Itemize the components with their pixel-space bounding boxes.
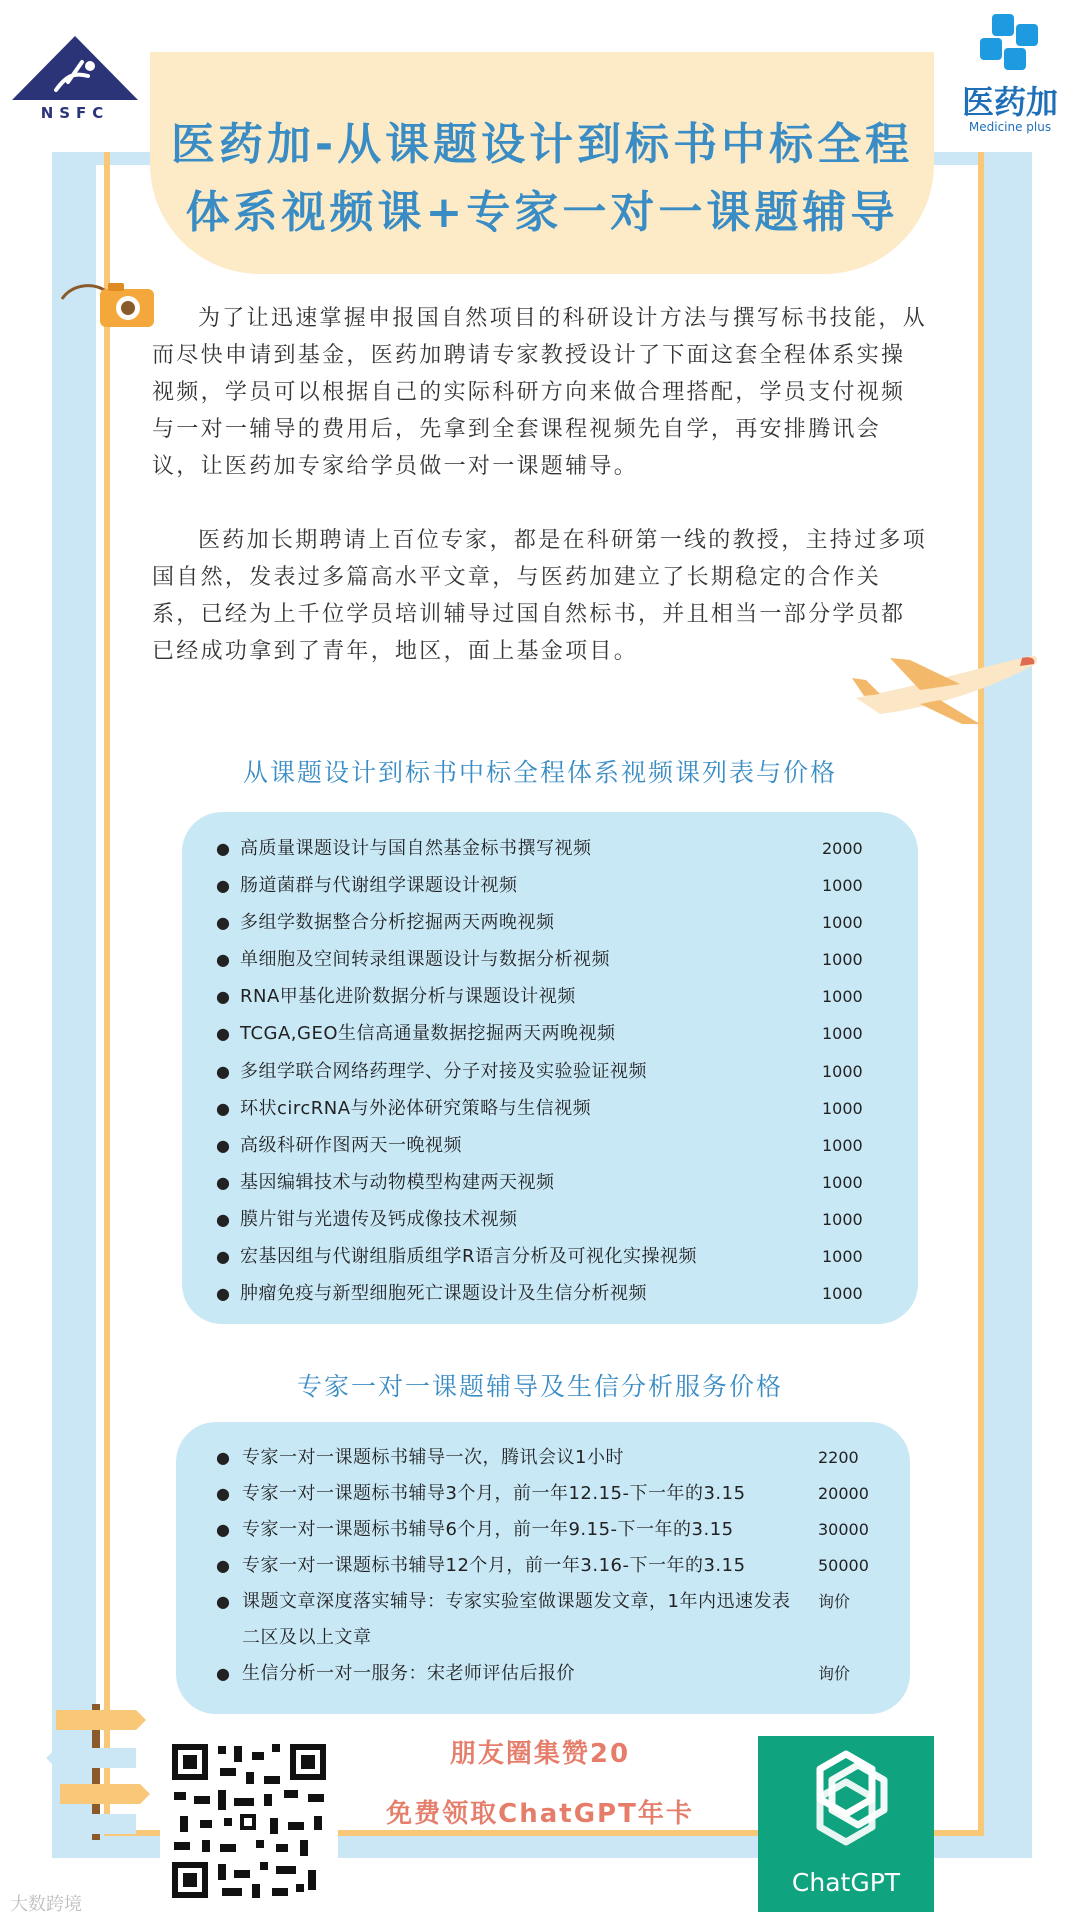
list-item <box>212 1476 888 1512</box>
service-price: 20000 <box>818 1484 869 1503</box>
medical-cross-icon <box>950 10 1070 80</box>
airplane-icon <box>850 648 1040 726</box>
list-item <box>212 1164 882 1201</box>
promo-line-1: 朋友圈集赞20 <box>449 1739 631 1769</box>
service-price: 询价 <box>818 1592 851 1611</box>
list-item <box>212 1127 882 1164</box>
bullet-icon: ● <box>216 1556 230 1575</box>
service-price: 2200 <box>818 1448 859 1467</box>
course-price: 1000 <box>822 876 863 896</box>
service-label: 专家一对一课题标书辅导6个月，前一年9.15-下一年的3.15 <box>242 1519 734 1540</box>
service-label: 生信分析一对一服务：宋老师评估后报价 <box>242 1663 575 1684</box>
course-price: 2000 <box>822 839 863 858</box>
service-label: 专家一对一课题标书辅导12个月，前一年3.16-下一年的3.15 <box>242 1555 746 1576</box>
list-item <box>212 1440 888 1476</box>
bullet-icon: ● <box>216 1172 230 1192</box>
bullet-icon: ● <box>216 1284 230 1304</box>
intro-paragraph-2: 医药加长期聘请上百位专家，都是在科研第一线的教授，主持过多项国自然，发表过多篇高水平文章，与医药加建立了长期稳定的合作关系，已经为上千位学员培训辅导过国自然标书，并且相当一部分学员都已经成功拿到了青年，地区，面上基金项目。 <box>152 528 928 664</box>
course-label: 肿瘤免疫与新型细胞死亡课题设计及生信分析视频 <box>240 1283 647 1305</box>
course-label: 宏基因组与代谢组脂质组学R语言分析及可视化实操视频 <box>240 1246 698 1268</box>
bullet-icon: ● <box>216 876 230 896</box>
bullet-icon: ● <box>216 950 230 970</box>
bullet-icon: ● <box>216 1448 230 1467</box>
bullet-icon: ● <box>216 913 230 933</box>
course-label: 高质量课题设计与国自然基金标书撰写视频 <box>240 838 592 859</box>
list-item <box>212 978 882 1015</box>
course-price: 1000 <box>822 913 863 933</box>
courses-heading: 从课题设计到标书中标全程体系视频课列表与价格 <box>242 758 837 787</box>
course-price: 1000 <box>822 1135 863 1155</box>
course-label: 高级科研作图两天一晚视频 <box>240 1134 462 1156</box>
page-title-line-1: 医药加-从课题设计到标书中标全程 <box>170 119 914 170</box>
list-item <box>212 1584 888 1656</box>
bullet-icon: ● <box>216 1024 230 1044</box>
list-item <box>212 1238 882 1275</box>
list-item <box>212 1275 882 1312</box>
service-price: 30000 <box>818 1520 869 1539</box>
bullet-icon: ● <box>216 987 230 1007</box>
course-label: 肠道菌群与代谢组学课题设计视频 <box>240 875 518 897</box>
camera-icon <box>58 275 158 333</box>
list-item <box>212 1656 888 1692</box>
services-heading: 专家一对一课题辅导及生信分析服务价格 <box>296 1372 783 1401</box>
bullet-icon: ● <box>216 1664 230 1683</box>
bullet-icon: ● <box>216 1061 230 1081</box>
bullet-icon: ● <box>216 839 230 858</box>
course-label: TCGA,GEO生信高通量数据挖掘两天两晚视频 <box>240 1023 616 1045</box>
course-label: 基因编辑技术与动物模型构建两天视频 <box>240 1171 555 1193</box>
bullet-icon: ● <box>216 1520 230 1539</box>
list-item <box>212 1015 882 1052</box>
list-item <box>212 830 882 867</box>
chatgpt-label: ChatGPT <box>791 1868 901 1897</box>
list-item <box>212 1201 882 1238</box>
qr-code-icon <box>160 1732 338 1910</box>
bullet-icon: ● <box>216 1209 230 1229</box>
service-label: 课题文章深度落实辅导：专家实验室做课题发文章，1年内迅速发表二区及以上文章 <box>242 1591 791 1648</box>
course-price: 1000 <box>822 1284 863 1304</box>
service-price: 50000 <box>818 1556 869 1575</box>
intro-paragraph-1: 为了让迅速掌握申报国自然项目的科研设计方法与撰写标书技能，从而尽快申请到基金，医药加聘请专家教授设计了下面这套全程体系实操视频，学员可以根据自己的实际科研方向来做合理搭配，学员支付视频与一对一辅导的费用后，先拿到全套课程视频先自学，再安排腾讯会议，让医药加专家给学员做一对一课题辅导。 <box>152 306 928 479</box>
course-price: 1000 <box>822 1061 863 1081</box>
course-price: 1000 <box>822 1024 863 1044</box>
list-item <box>212 1512 888 1548</box>
course-price: 1000 <box>822 1098 863 1118</box>
openai-knot-icon <box>792 1744 900 1852</box>
course-label: 多组学联合网络药理学、分子对接及实验验证视频 <box>240 1060 647 1082</box>
medicine-plus-sub: Medicine plus <box>968 120 1052 134</box>
course-price: 1000 <box>822 950 863 970</box>
course-label: 单细胞及空间转录组课题设计与数据分析视频 <box>240 949 610 971</box>
list-item <box>212 1053 882 1090</box>
service-label: 专家一对一课题标书辅导一次，腾讯会议1小时 <box>242 1447 624 1468</box>
course-price: 1000 <box>822 1172 863 1192</box>
list-item <box>212 1090 882 1127</box>
bullet-icon: ● <box>216 1135 230 1155</box>
promo-line-2: 免费领取ChatGPT年卡 <box>386 1799 694 1829</box>
service-label: 专家一对一课题标书辅导3个月，前一年12.15-下一年的3.15 <box>242 1483 746 1504</box>
medicine-plus-logo <box>950 10 1070 145</box>
course-price: 1000 <box>822 1209 863 1229</box>
page-title-line-2: 体系视频课+专家一对一课题辅导 <box>185 187 899 238</box>
courses-list <box>212 830 882 1312</box>
signpost-icon <box>40 1700 152 1840</box>
list-item <box>212 867 882 904</box>
bullet-icon: ● <box>216 1484 230 1503</box>
list-item <box>212 1548 888 1584</box>
course-label: 膜片钳与光遗传及钙成像技术视频 <box>240 1208 518 1230</box>
course-label: RNA甲基化进阶数据分析与课题设计视频 <box>240 986 576 1008</box>
course-label: 环状circRNA与外泌体研究策略与生信视频 <box>240 1097 592 1119</box>
nsfc-logo-text: NSFC <box>40 104 110 122</box>
bullet-icon: ● <box>216 1592 230 1611</box>
bullet-icon: ● <box>216 1098 230 1118</box>
list-item <box>212 904 882 941</box>
course-price: 1000 <box>822 987 863 1007</box>
service-price: 询价 <box>818 1664 851 1683</box>
medicine-plus-name: 医药加 <box>961 83 1058 121</box>
watermark-text: 大数跨境 <box>10 1894 82 1915</box>
course-price: 1000 <box>822 1247 863 1267</box>
services-list <box>212 1440 888 1692</box>
bullet-icon: ● <box>216 1247 230 1267</box>
course-label: 多组学数据整合分析挖掘两天两晚视频 <box>240 912 555 934</box>
list-item <box>212 941 882 978</box>
